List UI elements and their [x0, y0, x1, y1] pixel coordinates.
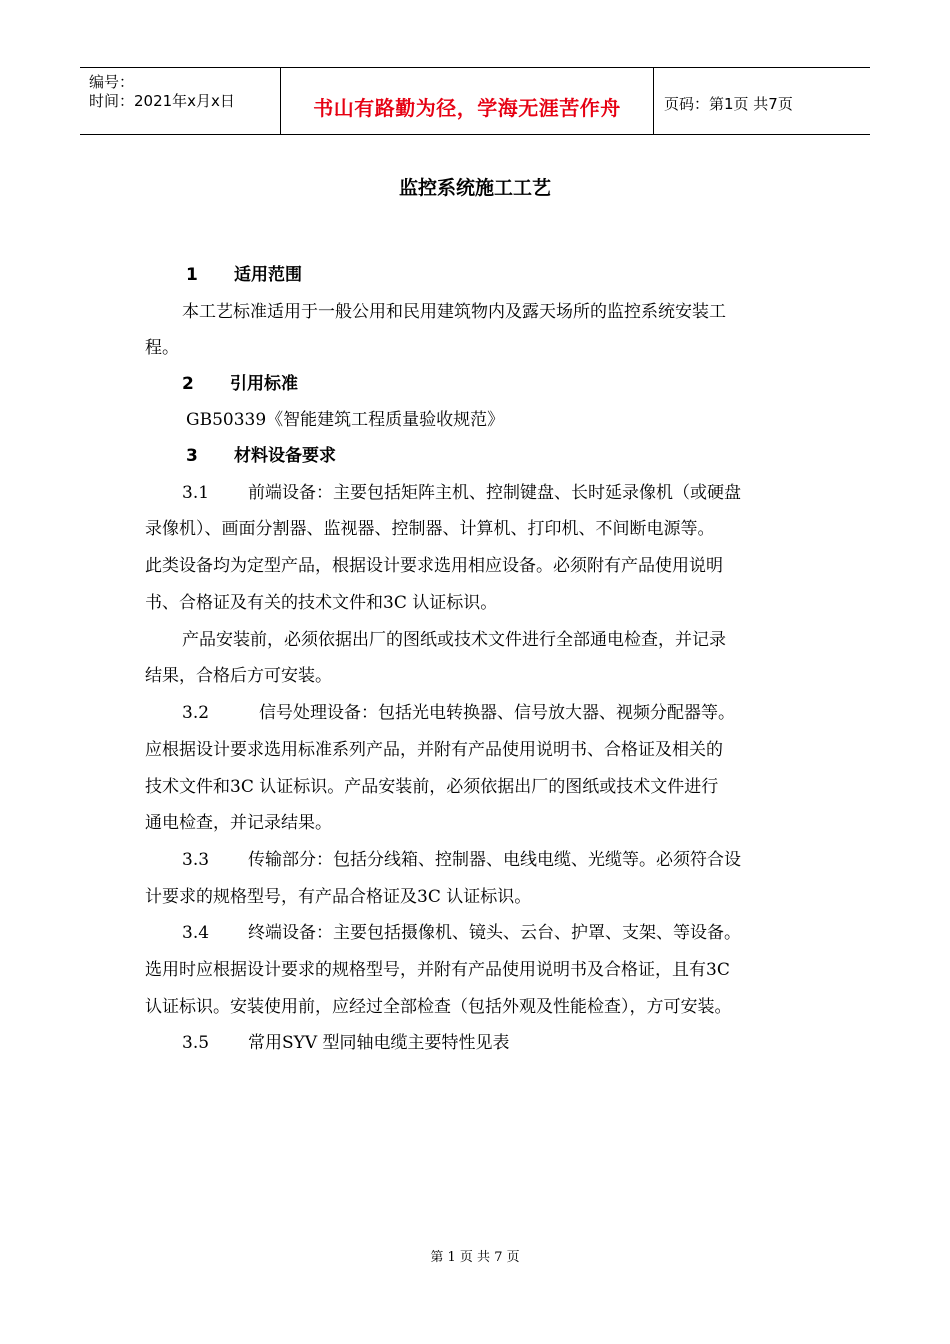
subsection-number: 3.5	[182, 1033, 210, 1053]
page-footer: 第 1 页 共 7 页	[430, 1250, 520, 1265]
paragraph-line: 本工艺标准适用于一般公用和民用建筑物内及露天场所的监控系统安装工	[182, 302, 726, 322]
section-number: 1	[186, 265, 198, 285]
subsection-number: 3.4	[182, 923, 210, 943]
section-heading-2	[182, 369, 298, 394]
paragraph-line: 书、合格证及有关的技术文件和3C 认证标识。	[145, 593, 498, 613]
paragraph-line: 常用SYV 型同轴电缆主要特性见表	[248, 1033, 510, 1053]
section-heading-3	[186, 441, 336, 466]
paragraph-line: 计要求的规格型号，有产品合格证及3C 认证标识。	[145, 887, 532, 907]
paragraph-line: 应根据设计要求选用标准系列产品，并附有产品使用说明书、合格证及相关的	[145, 740, 723, 760]
paragraph-line: 结果，合格后方可安装。	[145, 666, 332, 686]
paragraph-line: 终端设备：主要包括摄像机、镜头、云台、护罩、支架、等设备。	[248, 923, 741, 943]
paragraph-line: 通电检查，并记录结果。	[145, 813, 332, 833]
subsection-3-4	[182, 918, 741, 943]
page-code: 页码：第1页 共7页	[664, 95, 793, 113]
doc-date: 时间：2021年x月x日	[89, 92, 235, 110]
section-title: 材料设备要求	[234, 446, 336, 466]
paragraph-line: 传输部分：包括分线箱、控制器、电线电缆、光缆等。必须符合设	[248, 850, 741, 870]
header-table	[80, 67, 870, 135]
section-number: 2	[182, 374, 194, 394]
doc-number-label: 编号：	[89, 73, 135, 91]
page-title: 监控系统施工工艺	[398, 177, 551, 199]
header-page-cell	[654, 68, 870, 134]
motto: 书山有路勤为径，学海无涯苦作舟	[313, 96, 621, 120]
subsection-3-5	[182, 1028, 510, 1053]
subsection-3-1	[182, 478, 741, 503]
paragraph-line: 技术文件和3C 认证标识。产品安装前，必须依据出厂的图纸或技术文件进行	[145, 777, 719, 797]
section-heading-1	[186, 260, 302, 285]
subsection-3-2	[182, 698, 735, 723]
paragraph-line: 选用时应根据设计要求的规格型号，并附有产品使用说明书及合格证，且有3C	[145, 960, 730, 980]
paragraph-line: 认证标识。安装使用前，应经过全部检查（包括外观及性能检查），方可安装。	[145, 997, 732, 1017]
section-title: 适用范围	[234, 265, 302, 285]
subsection-number: 3.3	[182, 850, 210, 870]
subsection-3-3	[182, 845, 741, 870]
paragraph-line: 信号处理设备：包括光电转换器、信号放大器、视频分配器等。	[259, 703, 735, 723]
paragraph-line: 前端设备：主要包括矩阵主机、控制键盘、长时延录像机（或硬盘	[248, 483, 741, 503]
header-motto-cell	[281, 68, 654, 134]
section-number: 3	[186, 446, 198, 466]
paragraph-line: 此类设备均为定型产品，根据设计要求选用相应设备。必须附有产品使用说明	[145, 556, 723, 576]
paragraph-line: GB50339《智能建筑工程质量验收规范》	[186, 410, 505, 430]
paragraph-line: 产品安装前，必须依据出厂的图纸或技术文件进行全部通电检查，并记录	[182, 630, 726, 650]
section-title: 引用标准	[230, 374, 298, 394]
header-info-cell	[80, 68, 281, 134]
paragraph-line: 程。	[145, 338, 179, 358]
subsection-number: 3.2	[182, 703, 210, 723]
paragraph-line: 录像机）、画面分割器、监视器、控制器、计算机、打印机、不间断电源等。	[145, 519, 715, 539]
subsection-number: 3.1	[182, 483, 210, 503]
